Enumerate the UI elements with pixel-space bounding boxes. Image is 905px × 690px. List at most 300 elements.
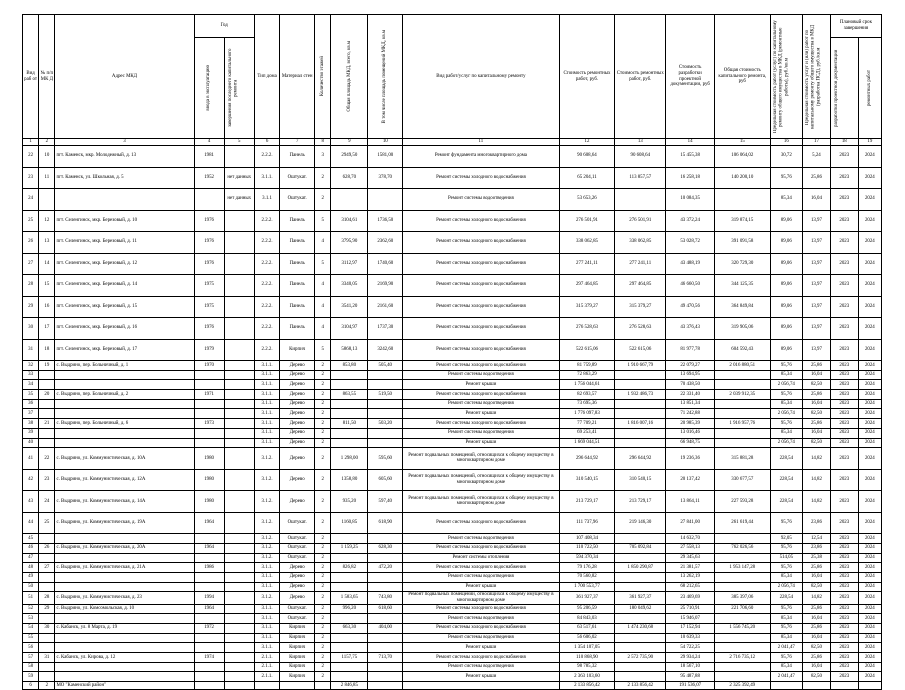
table-row (23, 643, 882, 653)
work-kind-cell: Ремонт системы водоотведения (403, 572, 559, 582)
table-cell: 3104,97 (331, 318, 368, 340)
table-cell: 95,76 (770, 623, 802, 633)
table-cell (368, 428, 403, 438)
table-cell: 1 910 667,79 (615, 361, 666, 371)
table-cell: 762 026,56 (714, 543, 770, 553)
table-cell: 43 488,19 (666, 253, 715, 275)
table-cell: 663,30 (331, 623, 368, 633)
table-cell (224, 370, 254, 380)
table-cell: 618,90 (368, 512, 403, 534)
table-cell: 2 016 880,51 (714, 361, 770, 371)
address-cell: с. Выдрино, ул. Коммунистическая, д. 20А (55, 543, 194, 553)
table-cell: 3.1.1. (254, 167, 280, 189)
table-row (23, 167, 882, 189)
table-cell: Дерево (280, 380, 315, 390)
work-kind-cell: Ремонт крыши (403, 380, 559, 390)
table-cell: 2023 (830, 469, 858, 491)
table-cell: 2024 (858, 167, 881, 189)
total-row (23, 682, 882, 690)
table-cell (368, 380, 403, 390)
table-cell: 361 927,37 (615, 592, 666, 604)
col-number: 6 (254, 139, 280, 146)
table-cell: 1971 (194, 390, 224, 400)
table-cell: 34 (23, 380, 39, 390)
table-cell (224, 572, 254, 582)
table-cell (224, 438, 254, 448)
table-cell: 12,54 (803, 534, 831, 544)
table-cell: 95 206,59 (559, 604, 615, 614)
header-repair-cost: Стоимость ремонтных работ, руб. (559, 15, 615, 139)
table-cell: 1 850 290,87 (615, 563, 666, 573)
table-cell: 17 (39, 318, 55, 340)
table-cell (194, 572, 224, 582)
table-row (23, 399, 882, 409)
table-cell: 50 (23, 582, 39, 592)
col-number: 17 (803, 139, 831, 146)
table-cell: 2024 (858, 232, 881, 254)
table-cell: 2024 (858, 643, 881, 653)
table-cell: 2024 (858, 189, 881, 211)
table-cell: 2 (315, 428, 331, 438)
table-cell: 95 487,88 (666, 672, 715, 682)
table-cell: 5 (315, 253, 331, 275)
table-cell (368, 633, 403, 643)
total-cell: 2 (39, 682, 55, 690)
table-cell: 95,76 (770, 390, 802, 400)
address-cell: пгт. Селенгинск, мкр. Березовый, д. 14 (55, 275, 194, 297)
table-cell (224, 592, 254, 604)
table-cell: 2023 (830, 380, 858, 390)
table-cell: 2024 (858, 512, 881, 534)
table-cell (194, 643, 224, 653)
table-cell (714, 614, 770, 624)
work-kind-cell: Ремонт системы водоотведения (403, 399, 559, 409)
table-cell: 2024 (858, 563, 881, 573)
table-row (23, 448, 882, 470)
address-cell: пгт. Каменск, ул. Школьная, д. 5 (55, 167, 194, 189)
address-cell: с. Выдрино, пер. Больничный, д. 2 (55, 390, 194, 400)
table-cell: 16,04 (803, 614, 831, 624)
table-cell (194, 614, 224, 624)
table-cell (224, 339, 254, 361)
table-cell: 297 464,85 (615, 275, 666, 297)
table-cell (194, 189, 224, 211)
table-cell: 23,86 (803, 512, 831, 534)
table-cell: 2 (315, 543, 331, 553)
work-kind-cell: Ремонт системы водоотведения (403, 370, 559, 380)
table-cell (224, 653, 254, 663)
table-cell: 2024 (858, 390, 881, 400)
work-kind-cell: Ремонт системы холодного водоснабжения (403, 167, 559, 189)
address-cell (55, 428, 194, 438)
table-cell: 310 540,15 (615, 469, 666, 491)
table-cell: 95,76 (770, 512, 802, 534)
table-cell: Панель (280, 275, 315, 297)
table-cell: 743,80 (368, 592, 403, 604)
table-cell: 81 759,89 (559, 361, 615, 371)
table-cell: 53 (23, 614, 39, 624)
table-cell: 110 868,90 (559, 653, 615, 663)
table-cell: 3.1.2. (254, 534, 280, 544)
table-cell (224, 491, 254, 513)
table-cell (39, 534, 55, 544)
table-cell: 2 056,74 (770, 380, 802, 390)
table-cell: 3.1.1. (254, 643, 280, 653)
table-cell: 2 (315, 361, 331, 371)
table-cell: 2023 (830, 633, 858, 643)
table-cell (331, 370, 368, 380)
table-cell (331, 553, 368, 563)
table-cell: Дерево (280, 419, 315, 429)
table-cell: 319 905,06 (714, 318, 770, 340)
table-cell: 2.1.1. (254, 662, 280, 672)
table-cell: 37 (23, 409, 39, 419)
table-cell: 25 (23, 210, 39, 232)
work-kind-cell: Ремонт крыши (403, 672, 559, 682)
table-cell: 13 016,46 (666, 428, 715, 438)
table-cell: 2023 (830, 361, 858, 371)
table-cell (194, 409, 224, 419)
work-kind-cell: Ремонт системы холодного водоснабжения (403, 390, 559, 400)
table-cell (194, 582, 224, 592)
table-cell: 2024 (858, 623, 881, 633)
table-cell: 13,97 (803, 296, 831, 318)
table-cell (331, 662, 368, 672)
table-cell: 5 (315, 210, 331, 232)
header-plan-design: разработки проектной документации (830, 38, 858, 139)
table-cell: 826,82 (331, 563, 368, 573)
table-cell (615, 370, 666, 380)
table-cell: 32 (23, 361, 39, 371)
table-cell (224, 399, 254, 409)
table-cell: 27 (23, 253, 39, 275)
table-cell (224, 448, 254, 470)
table-cell: Кирпич (280, 339, 315, 361)
table-cell: 2024 (858, 604, 881, 614)
table-cell: 2 (315, 662, 331, 672)
table-cell (194, 633, 224, 643)
table-cell: 13,97 (803, 275, 831, 297)
table-cell: 89,06 (770, 318, 802, 340)
table-cell: 3.1.1. (254, 572, 280, 582)
table-cell: 2023 (830, 296, 858, 318)
address-cell (55, 399, 194, 409)
table-cell: 56 606,02 (559, 633, 615, 643)
table-cell: 315 379,27 (559, 296, 615, 318)
table-cell: 82 693,57 (559, 390, 615, 400)
table-cell: 2023 (830, 643, 858, 653)
table-cell: 85,34 (770, 614, 802, 624)
table-cell: 213 729,17 (559, 491, 615, 513)
table-cell: 1 816 007,16 (615, 419, 666, 429)
address-cell (55, 409, 194, 419)
work-kind-cell: Ремонт системы холодного водоснабжения (403, 604, 559, 614)
col-number: 4 (194, 139, 224, 146)
table-cell: 57 (23, 653, 39, 663)
table-cell (714, 409, 770, 419)
total-repair-cost: 2 133 856,42 (559, 682, 615, 690)
table-cell: 25,86 (803, 361, 831, 371)
table-row (23, 390, 882, 400)
table-cell: 2024 (858, 146, 881, 168)
table-cell: 17 152,94 (666, 623, 715, 633)
table-cell: 2 (315, 491, 331, 513)
table-cell: 2024 (858, 469, 881, 491)
address-cell (55, 572, 194, 582)
work-kind-cell: Ремонт системы водоотведения (403, 534, 559, 544)
table-cell: 14,82 (803, 592, 831, 604)
table-cell: 2023 (830, 232, 858, 254)
table-cell: 261 619,44 (714, 512, 770, 534)
table-cell: 2023 (830, 448, 858, 470)
table-row (23, 428, 882, 438)
table-cell: 2 (315, 438, 331, 448)
header-limit-design: Предельная стоимость услуг и (или) работ по капитальному ремонту общего имущества в МКД (разработка ПСД), руб./кв.м (803, 15, 831, 139)
address-cell: с. Кабанск, ул. Кирова, д. 12 (55, 653, 194, 663)
table-cell: 13,97 (803, 339, 831, 361)
table-cell (224, 604, 254, 614)
header-premises-area: В том числе площадь помещений МКД, кв.м (368, 15, 403, 139)
table-cell: 84 843,03 (559, 614, 615, 624)
table-cell: 2024 (858, 491, 881, 513)
table-cell: 79 176,28 (559, 563, 615, 573)
table-cell: 113 857,57 (615, 167, 666, 189)
table-cell: 2 716 735,12 (714, 653, 770, 663)
table-cell: 228,54 (770, 469, 802, 491)
table-cell (194, 380, 224, 390)
table-cell: 2.1.1. (254, 653, 280, 663)
table-cell: 85,34 (770, 572, 802, 582)
table-cell (194, 662, 224, 672)
table-cell: 503,20 (368, 419, 403, 429)
col-number: 3 (55, 139, 194, 146)
table-cell: 2024 (858, 614, 881, 624)
table-cell: 4 (315, 232, 331, 254)
table-cell: 18 567,10 (666, 662, 715, 672)
total-municipality: МО "Каменский район" (55, 682, 194, 690)
table-row (23, 370, 882, 380)
address-cell: с. Выдрино, ул. Коммунистическая, д. 14А (55, 491, 194, 513)
table-cell: Оштукат. (280, 167, 315, 189)
table-cell: Оштукат. (280, 189, 315, 211)
table-cell: Панель (280, 210, 315, 232)
table-cell: 18 (39, 339, 55, 361)
table-cell: 2 (315, 582, 331, 592)
table-cell: 82,50 (803, 409, 831, 419)
table-cell (714, 643, 770, 653)
table-cell: 319 874,15 (714, 210, 770, 232)
table-row (23, 512, 882, 534)
table-cell: Дерево (280, 409, 315, 419)
table-cell: 3.1.2. (254, 543, 280, 553)
table-cell: 2023 (830, 553, 858, 563)
table-cell: Оштукат. (280, 614, 315, 624)
table-row (23, 318, 882, 340)
table-cell (39, 189, 55, 211)
table-cell: 315 379,27 (615, 296, 666, 318)
table-cell: 25,86 (803, 623, 831, 633)
table-cell: 2 (315, 448, 331, 470)
table-cell (224, 318, 254, 340)
address-cell (55, 643, 194, 653)
table-cell: 19 (39, 361, 55, 371)
table-cell: 82,50 (803, 438, 831, 448)
table-cell (331, 633, 368, 643)
table-cell: 82,50 (803, 672, 831, 682)
table-cell: 49 470,56 (666, 296, 715, 318)
table-cell: 2023 (830, 409, 858, 419)
table-cell: 1975 (194, 296, 224, 318)
table-cell: 89,06 (770, 253, 802, 275)
table-cell: 33 (23, 370, 39, 380)
table-cell (39, 662, 55, 672)
table-cell: 2023 (830, 146, 858, 168)
table-cell (194, 370, 224, 380)
table-cell (224, 512, 254, 534)
table-cell: 391 091,58 (714, 232, 770, 254)
table-cell (331, 409, 368, 419)
table-cell (368, 438, 403, 448)
table-cell: 1976 (194, 318, 224, 340)
table-cell: Панель (280, 296, 315, 318)
header-year-built: ввода в эксплуатацию (194, 38, 224, 139)
table-row (23, 672, 882, 682)
table-cell: 2 (315, 370, 331, 380)
table-cell (194, 672, 224, 682)
col-number: 18 (830, 139, 858, 146)
table-cell (714, 672, 770, 682)
table-row (23, 253, 882, 275)
header-work-kind: Вид работ/услуг по капитальному ремонту (403, 15, 559, 139)
header-work-type: Вид раб от (23, 15, 39, 139)
header-number: № п/п МК Д (39, 15, 55, 139)
work-kind-cell: Ремонт системы холодного водоснабжения (403, 623, 559, 633)
table-cell: 43 372,24 (666, 210, 715, 232)
table-cell (224, 534, 254, 544)
table-cell (331, 534, 368, 544)
table-cell: 95,76 (770, 167, 802, 189)
table-cell: 3.1.2. (254, 469, 280, 491)
table-row (23, 438, 882, 448)
table-cell: 2 056,74 (770, 438, 802, 448)
table-cell: 23 (23, 167, 39, 189)
table-cell: 2 (315, 604, 331, 614)
table-cell: 296 644,92 (559, 448, 615, 470)
table-cell: Панель (280, 253, 315, 275)
table-row (23, 662, 882, 672)
table-cell: 1976 (194, 210, 224, 232)
table-row (23, 210, 882, 232)
address-cell: пгт. Селенгинск, мкр. Березовый, д. 17 (55, 339, 194, 361)
table-cell: 1 953 147,28 (714, 563, 770, 573)
table-cell: 2024 (858, 318, 881, 340)
table-cell: 2.2.2. (254, 232, 280, 254)
register-document (22, 14, 882, 690)
table-cell (615, 438, 666, 448)
table-cell: 85,34 (770, 428, 802, 438)
table-cell: 1160,85 (331, 512, 368, 534)
table-cell: 2023 (830, 339, 858, 361)
table-cell (224, 419, 254, 429)
table-cell: 2 (315, 390, 331, 400)
table-cell: 2024 (858, 633, 881, 643)
table-cell: 277 241,11 (559, 253, 615, 275)
header-house-type: Тип дома (254, 15, 280, 139)
table-cell: 3.1.1. (254, 604, 280, 614)
table-cell: 1 159,25 (331, 543, 368, 553)
table-cell: 2024 (858, 361, 881, 371)
table-cell: 3795,90 (331, 232, 368, 254)
work-kind-cell: Ремонт подвальных помещений, относящихся к общему имуществу в многоквартирном доме (403, 491, 559, 513)
table-cell: 65 204,11 (559, 167, 615, 189)
table-row (23, 189, 882, 211)
table-cell: 522 615,06 (559, 339, 615, 361)
table-cell: 604 592,43 (714, 339, 770, 361)
table-row (23, 534, 882, 544)
table-cell: 1972 (194, 623, 224, 633)
table-cell: 16 (39, 296, 55, 318)
table-cell: Дерево (280, 448, 315, 470)
table-cell (368, 643, 403, 653)
table-cell: 3.1.1 (254, 189, 280, 211)
total-repair-cost-2: 2 133 856,42 (615, 682, 666, 690)
table-cell: 221 706,60 (714, 604, 770, 614)
table-cell: 110 722,50 (559, 543, 615, 553)
table-cell: Оштукат. (280, 543, 315, 553)
table-cell: 2169,90 (368, 275, 403, 297)
table-cell: 13 (39, 232, 55, 254)
table-cell (615, 409, 666, 419)
table-cell: 1970 (194, 361, 224, 371)
table-cell (615, 399, 666, 409)
table-cell: 98 785,32 (559, 662, 615, 672)
table-cell: 2023 (830, 428, 858, 438)
table-cell: 43 376,43 (666, 318, 715, 340)
work-kind-cell: Ремонт системы водоотведения (403, 189, 559, 211)
table-cell: 85,34 (770, 662, 802, 672)
table-cell: Дерево (280, 582, 315, 592)
table-cell: 2023 (830, 623, 858, 633)
work-kind-cell: Ремонт системы холодного водоснабжения (403, 275, 559, 297)
header-repair-cost-2: Стоимость ремонтных работ, руб. (615, 15, 666, 139)
table-cell: 85,34 (770, 399, 802, 409)
table-cell: 863,55 (331, 390, 368, 400)
table-cell: 277 241,11 (615, 253, 666, 275)
table-cell: Панель (280, 232, 315, 254)
table-cell: 2 (315, 553, 331, 563)
table-cell (714, 534, 770, 544)
table-cell: 5,24 (803, 146, 831, 168)
table-cell: 106 064,02 (714, 146, 770, 168)
table-cell: 16,04 (803, 399, 831, 409)
table-cell: Кирпич (280, 653, 315, 663)
table-cell: 1 916 957,76 (714, 419, 770, 429)
work-kind-cell: Ремонт системы холодного водоснабжения (403, 563, 559, 573)
table-cell: 1737,30 (368, 318, 403, 340)
table-cell: 3541,20 (331, 296, 368, 318)
table-cell (224, 662, 254, 672)
table-cell: 13,97 (803, 210, 831, 232)
work-kind-cell: Ремонт крыши (403, 643, 559, 653)
address-cell: с. Выдрино, пер. Больничный, д. 6 (55, 419, 194, 429)
table-cell: 89,06 (770, 296, 802, 318)
table-cell (39, 553, 55, 563)
col-number: 5 (224, 139, 254, 146)
table-cell: 180 049,62 (615, 604, 666, 614)
table-cell (615, 572, 666, 582)
table-cell: Дерево (280, 469, 315, 491)
col-number: 14 (666, 139, 715, 146)
